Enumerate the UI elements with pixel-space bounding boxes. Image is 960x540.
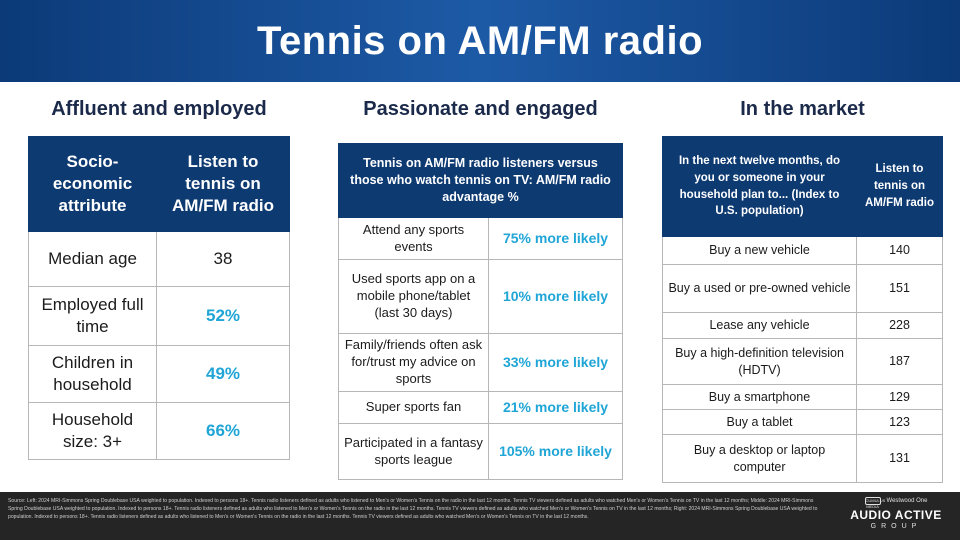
row-label: Buy a used or pre-owned vehicle <box>663 265 857 313</box>
row-label: Family/friends often ask for/trust my advice on sports <box>339 334 489 392</box>
row-value: 21% more likely <box>489 392 623 424</box>
row-value: 75% more likely <box>489 218 623 260</box>
table-row <box>29 403 290 460</box>
table-row <box>663 237 943 265</box>
purchase-intent-table <box>662 136 943 483</box>
column-title-middle: Passionate and engaged <box>363 98 598 120</box>
row-label: Lease any vehicle <box>663 313 857 339</box>
row-label: Median age <box>29 232 157 287</box>
table-header: In the next twelve months, do you or someone in your household plan to... (Index to U.S. population) <box>663 137 857 237</box>
table-row <box>663 410 943 435</box>
row-label: Buy a desktop or laptop computer <box>663 435 857 483</box>
table-row <box>29 232 290 287</box>
table-header: Tennis on AM/FM radio listeners versus those who watch tennis on TV: AM/FM radio advantage % <box>339 144 623 218</box>
row-label: Buy a tablet <box>663 410 857 435</box>
table-row <box>663 265 943 313</box>
row-value: 140 <box>857 237 943 265</box>
cumulus-logo-icon: CUMULUS MEDIA <box>865 498 886 509</box>
table-row <box>339 392 623 424</box>
table-row <box>339 260 623 334</box>
engagement-table <box>338 143 623 480</box>
table-row <box>339 334 623 392</box>
row-value: 38 <box>157 232 290 287</box>
table-row <box>339 218 623 260</box>
logo-main-text: AUDIO ACTIVE <box>850 508 942 522</box>
row-value: 228 <box>857 313 943 339</box>
table-header: Socio-economic attribute <box>29 137 157 232</box>
table-row <box>663 339 943 385</box>
row-value: 33% more likely <box>489 334 623 392</box>
table-row <box>29 287 290 346</box>
row-value: 151 <box>857 265 943 313</box>
row-label: Buy a high-definition television (HDTV) <box>663 339 857 385</box>
footer <box>0 492 960 540</box>
row-label: Buy a smartphone <box>663 385 857 410</box>
row-value: 49% <box>157 346 290 403</box>
table-row <box>663 313 943 339</box>
column-title-right: In the market <box>740 98 865 120</box>
source-note: Source: Left: 2024 MRI-Simmons Spring Doublebase USA weighted to population. Indexed to persons 18+. Tennis radio listeners defined as adults who listened to Men's or Women's Tennis on the radio in the last 12 months. Tennis TV viewers defined as adults who watched Men's or Women's Tennis on TV in the last 12 months; Middle: 2024 MRI-Simmons Spring Doublebase USA weighted to population. Indexed to persons 18+. Tennis radio listeners defined as adults who listened to Men's or Women's Tennis on the radio in the last 12 months. Tennis TV viewers defined as adults who watched Men's or Women's Tennis on TV in the last 12 months; Right: 2024 MRI-Simmons Spring Doublebase USA weighted to population. Indexed to persons 18+. Tennis radio listeners defined as adults who listened to Men's or Women's Tennis on the radio in the last 12 months. Tennis TV viewers defined as adults who watched Men's or Women's Tennis on TV in the last 12 months. <box>8 498 818 520</box>
row-value: 10% more likely <box>489 260 623 334</box>
column-title-left: Affluent and employed <box>51 98 267 120</box>
logo-partners <box>836 496 956 509</box>
title-banner <box>0 0 960 82</box>
row-label: Attend any sports events <box>339 218 489 260</box>
row-value: 105% more likely <box>489 424 623 480</box>
audio-active-group-logo <box>836 496 956 536</box>
socioeconomic-table <box>28 136 290 460</box>
row-label: Participated in a fantasy sports league <box>339 424 489 480</box>
table-row <box>29 346 290 403</box>
row-label: Household size: 3+ <box>29 403 157 460</box>
row-value: 52% <box>157 287 290 346</box>
logo-sub-text: GROUP <box>870 523 922 530</box>
table-row <box>663 385 943 410</box>
table-header: Listen to tennis on AM/FM radio <box>157 137 290 232</box>
page-title: Tennis on AM/FM radio <box>256 18 704 63</box>
row-value: 129 <box>857 385 943 410</box>
row-value: 66% <box>157 403 290 460</box>
westwood-one-label: Westwood One <box>886 498 928 504</box>
row-label: Buy a new vehicle <box>663 237 857 265</box>
row-label: Employed full time <box>29 287 157 346</box>
row-value: 123 <box>857 410 943 435</box>
row-value: 187 <box>857 339 943 385</box>
row-label: Used sports app on a mobile phone/tablet (last 30 days) <box>339 260 489 334</box>
table-row <box>339 424 623 480</box>
row-label: Super sports fan <box>339 392 489 424</box>
row-label: Children in household <box>29 346 157 403</box>
table-row <box>663 435 943 483</box>
table-header: Listen to tennis on AM/FM radio <box>857 137 943 237</box>
row-value: 131 <box>857 435 943 483</box>
